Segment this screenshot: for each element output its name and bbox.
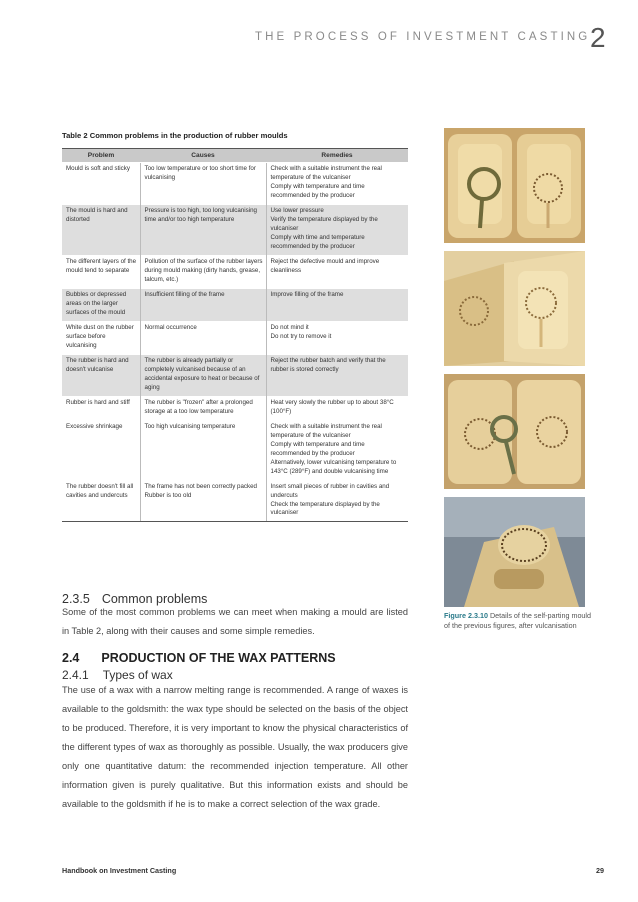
section-title: PRODUCTION OF THE WAX PATTERNS [101, 651, 336, 665]
cell-remedy: Insert small pieces of rubber in cavities and undercuts Check the temperature displayed by the vulcaniser [266, 480, 408, 522]
table-row [62, 204, 408, 255]
page-header-title: THE PROCESS OF INVESTMENT CASTING [255, 31, 591, 43]
cell-cause: The frame has not been correctly packed Rubber is too old [140, 480, 266, 522]
section-title: Types of wax [102, 668, 173, 682]
cell-remedy: Improve filling of the frame [266, 288, 408, 321]
section-2-3-5-text: Some of the most common problems we can meet when making a mould are listed in Table 2, along with their causes and some simple remedies. [62, 607, 408, 636]
section-2-4-1-heading [62, 668, 173, 682]
cell-cause: Pressure is too high, too long vulcanising time and/or too high temperature [140, 204, 266, 255]
cell-remedy: Reject the defective mould and improve cleanliness [266, 255, 408, 288]
table-row [62, 163, 408, 205]
cell-remedy: Do not mind it Do not try to remove it [266, 321, 408, 354]
cell-problem: The different layers of the mould tend to separate [62, 255, 140, 288]
problems-table [62, 148, 408, 522]
cell-cause: Too high vulcanising temperature [140, 420, 266, 480]
cell-problem: Rubber is hard and stiff [62, 396, 140, 420]
table-row [62, 396, 408, 420]
cell-problem: The rubber is hard and doesn't vulcanise [62, 354, 140, 396]
figure-label: Figure 2.3.10 [444, 611, 488, 620]
chapter-number: 2 [590, 22, 606, 53]
cell-cause: Insufficient filling of the frame [140, 288, 266, 321]
cell-cause: Too low temperature or too short time for vulcanising [140, 163, 266, 205]
table-row [62, 480, 408, 522]
mould-photo-2 [444, 251, 585, 366]
table-row [62, 420, 408, 480]
cell-cause: Pollution of the surface of the rubber layers during mould making (dirty hands, grease, talcum, etc.) [140, 255, 266, 288]
cell-cause: Normal occurrence [140, 321, 266, 354]
section-2-4-1-text: The use of a wax with a narrow melting range is recommended. A range of waxes is available to the goldsmith: the wax type should be selected on the basis of the object to be produced. Therefore, it is very important to know the physical characteristics of the different types of wax as thoroughly as possible. Usually, the wax producers give only one quantitative datum: the recommended injection temperature. All other information given is purely qualitative. But this information exists and should be available to the goldsmith if he is to make a correct selection of the wax grade. [62, 685, 408, 809]
cell-problem: White dust on the rubber surface before vulcanising [62, 321, 140, 354]
section-2-4-heading [62, 651, 336, 665]
cell-remedy: Check with a suitable instrument the real temperature of the vulcaniser Comply with temperature and time recommended by the producer Alternatively, lower vulcanising temperature to 143°C (289°F) and double vulcanising time [266, 420, 408, 480]
header-remedies: Remedies [266, 149, 408, 163]
cell-cause: The rubber is "frozen" after a prolonged storage at a too low temperature [140, 396, 266, 420]
section-number: 2.4.1 [62, 668, 89, 682]
figure-caption [444, 611, 594, 632]
cell-problem: The rubber doesn't fill all cavities and undercuts [62, 480, 140, 522]
mould-photo-3 [444, 374, 585, 489]
table-row [62, 321, 408, 354]
table-header-row [62, 149, 408, 163]
cell-cause: The rubber is already partially or completely vulcanised because of an accidental exposure to heat or because of aging [140, 354, 266, 396]
cell-problem: Excessive shrinkage [62, 420, 140, 480]
table-row [62, 288, 408, 321]
cell-problem: The mould is hard and distorted [62, 204, 140, 255]
table-body [62, 163, 408, 522]
mould-photo-4 [444, 497, 585, 607]
cell-remedy: Reject the rubber batch and verify that the rubber is stored correctly [266, 354, 408, 396]
cell-problem: Mould is soft and sticky [62, 163, 140, 205]
cell-remedy: Check with a suitable instrument the real temperature of the vulcaniser Comply with temperature and time recommended by the producer [266, 163, 408, 205]
cell-problem: Bubbles or depressed areas on the larger surfaces of the mould [62, 288, 140, 321]
header-problem: Problem [62, 149, 140, 163]
table-row [62, 354, 408, 396]
section-number: 2.4 [62, 651, 80, 665]
cell-remedy: Use lower pressure Verify the temperature displayed by the vulcaniser Comply with time and temperature recommended by the producer [266, 204, 408, 255]
footer-page-number: 29 [596, 866, 604, 875]
mould-photo-1 [444, 128, 585, 243]
figure-caption-text: Details of the self-parting mould of the previous figures, after vulcanisation [444, 611, 592, 631]
section-title: Common problems [101, 592, 208, 606]
header-causes: Causes [140, 149, 266, 163]
table-caption: Table 2 Common problems in the production of rubber moulds [62, 131, 288, 140]
table-row [62, 255, 408, 288]
footer-book-title: Handbook on Investment Casting [62, 866, 177, 875]
cell-remedy: Heat very slowly the rubber up to about 38°C (100°F) [266, 396, 408, 420]
section-number: 2.3.5 [62, 592, 90, 606]
